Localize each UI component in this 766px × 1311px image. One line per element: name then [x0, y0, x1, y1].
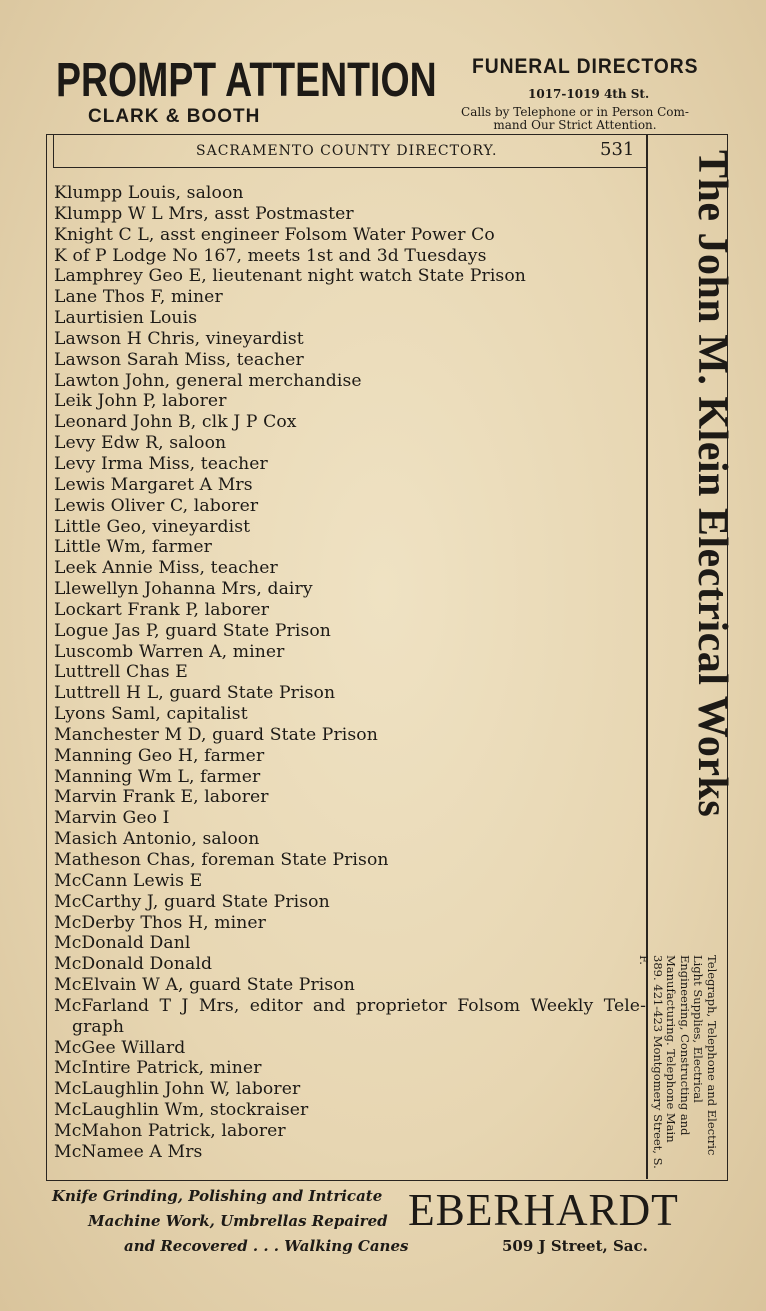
ad-knife-line1: Knife Grinding, Polishing and Intricate — [52, 1187, 383, 1205]
list-item: Marvin Geo I — [54, 808, 170, 829]
ad-eberhardt-name: EBERHARDT — [408, 1184, 679, 1235]
list-item: Llewellyn Johanna Mrs, dairy — [54, 579, 313, 600]
list-item: Manning Geo H, farmer — [54, 745, 265, 766]
list-item: Little Wm, farmer — [54, 537, 212, 558]
ad-funeral-directors: FUNERAL DIRECTORS — [472, 55, 699, 78]
page-title: SACRAMENTO COUNTY DIRECTORY. — [196, 143, 498, 159]
list-item: Little Geo, vineyardist — [54, 516, 251, 537]
list-item: McElvain W A, guard State Prison — [54, 975, 355, 996]
list-item: Leek Annie Miss, teacher — [54, 558, 278, 579]
list-item: McCann Lewis E — [54, 870, 203, 891]
list-item: McCarthy J, guard State Prison — [54, 891, 330, 912]
list-item: Lawton John, general merchandise — [54, 370, 362, 391]
list-item: McIntire Patrick, miner — [54, 1058, 262, 1079]
list-item: Levy Irma Miss, teacher — [54, 453, 268, 474]
list-item: Luttrell H L, guard State Prison — [54, 683, 336, 704]
list-item: McFarland T J Mrs, editor and proprietor Folsom Weekly Tele-graph — [54, 995, 646, 1037]
list-item: Manning Wm L, farmer — [54, 766, 261, 787]
list-item: McMahon Patrick, laborer — [54, 1120, 286, 1141]
list-item: Lawson Sarah Miss, teacher — [54, 349, 304, 370]
list-item: Matheson Chas, foreman State Prison — [54, 850, 389, 870]
ad-prompt-attention — [56, 50, 437, 112]
list-item: Manchester M D, guard State Prison — [54, 724, 378, 745]
list-item: Lockart Frank P, laborer — [54, 599, 270, 620]
directory-list — [54, 183, 644, 1163]
ad-business-name: CLARK & BOOTH — [88, 106, 261, 127]
list-item: McDerby Thos H, miner — [54, 912, 267, 933]
list-item: McDonald Donald — [54, 954, 213, 975]
ad-calls-line1: Calls by Telephone or in Person Com- — [461, 105, 689, 119]
list-item: Luscomb Warren A, miner — [54, 641, 285, 662]
ad-calls-text — [430, 106, 720, 132]
list-item: Levy Edw R, saloon — [54, 433, 227, 454]
page-number: 531 — [600, 139, 635, 160]
list-item: Lamphrey Geo E, lieutenant night watch State Prison — [54, 266, 526, 287]
list-item: Lawson H Chris, vineyardist — [54, 328, 304, 349]
list-item: Lyons Saml, capitalist — [54, 704, 248, 725]
ad-headline: PROMPT ATTENTION — [56, 54, 437, 107]
list-item: Leik John P, laborer — [54, 391, 227, 412]
ad-calls-line2: mand Our Strict Attention. — [493, 118, 657, 132]
list-item: Luttrell Chas E — [54, 662, 188, 683]
side-ad-details: Telegraph, Telephone and Electric Light Supplies, Electrical Engineering, Constructing and Manufacturing. Telephone Main 389. 421-423 Montgomery Street, S. F. — [637, 955, 719, 1169]
list-item: Lewis Margaret A Mrs — [54, 474, 253, 495]
list-item: McLaughlin Wm, stockraiser — [54, 1100, 309, 1121]
list-item: Lewis Oliver C, laborer — [54, 495, 259, 516]
list-item: Masich Antonio, saloon — [54, 829, 260, 850]
list-item: Leonard John B, clk J P Cox — [54, 412, 297, 433]
list-item: Klumpp Louis, saloon — [54, 183, 244, 203]
list-item: Marvin Frank E, laborer — [54, 787, 269, 808]
list-item: K of P Lodge No 167, meets 1st and 3d Tuesdays — [54, 245, 487, 266]
list-item: McLaughlin John W, laborer — [54, 1079, 301, 1100]
list-item: Knight C L, asst engineer Folsom Water Power Co — [54, 224, 495, 245]
list-item: McGee Willard — [54, 1037, 186, 1058]
ad-eberhardt-address: 509 J Street, Sac. — [502, 1237, 648, 1255]
list-item: Laurtisien Louis — [54, 308, 198, 329]
list-item: Klumpp W L Mrs, asst Postmaster — [54, 203, 354, 224]
list-item: Lane Thos F, miner — [54, 287, 223, 308]
ad-knife-line3: and Recovered . . . Walking Canes — [124, 1237, 409, 1255]
list-item: McNamee A Mrs — [54, 1141, 203, 1162]
list-item: McDonald Danl — [54, 933, 191, 954]
ad-knife-line2: Machine Work, Umbrellas Repaired — [88, 1212, 388, 1230]
ad-funeral-address: 1017-1019 4th St. — [528, 87, 650, 101]
list-item: Logue Jas P, guard State Prison — [54, 620, 331, 641]
side-ad-title: The John M. Klein Electrical Works — [689, 150, 735, 818]
